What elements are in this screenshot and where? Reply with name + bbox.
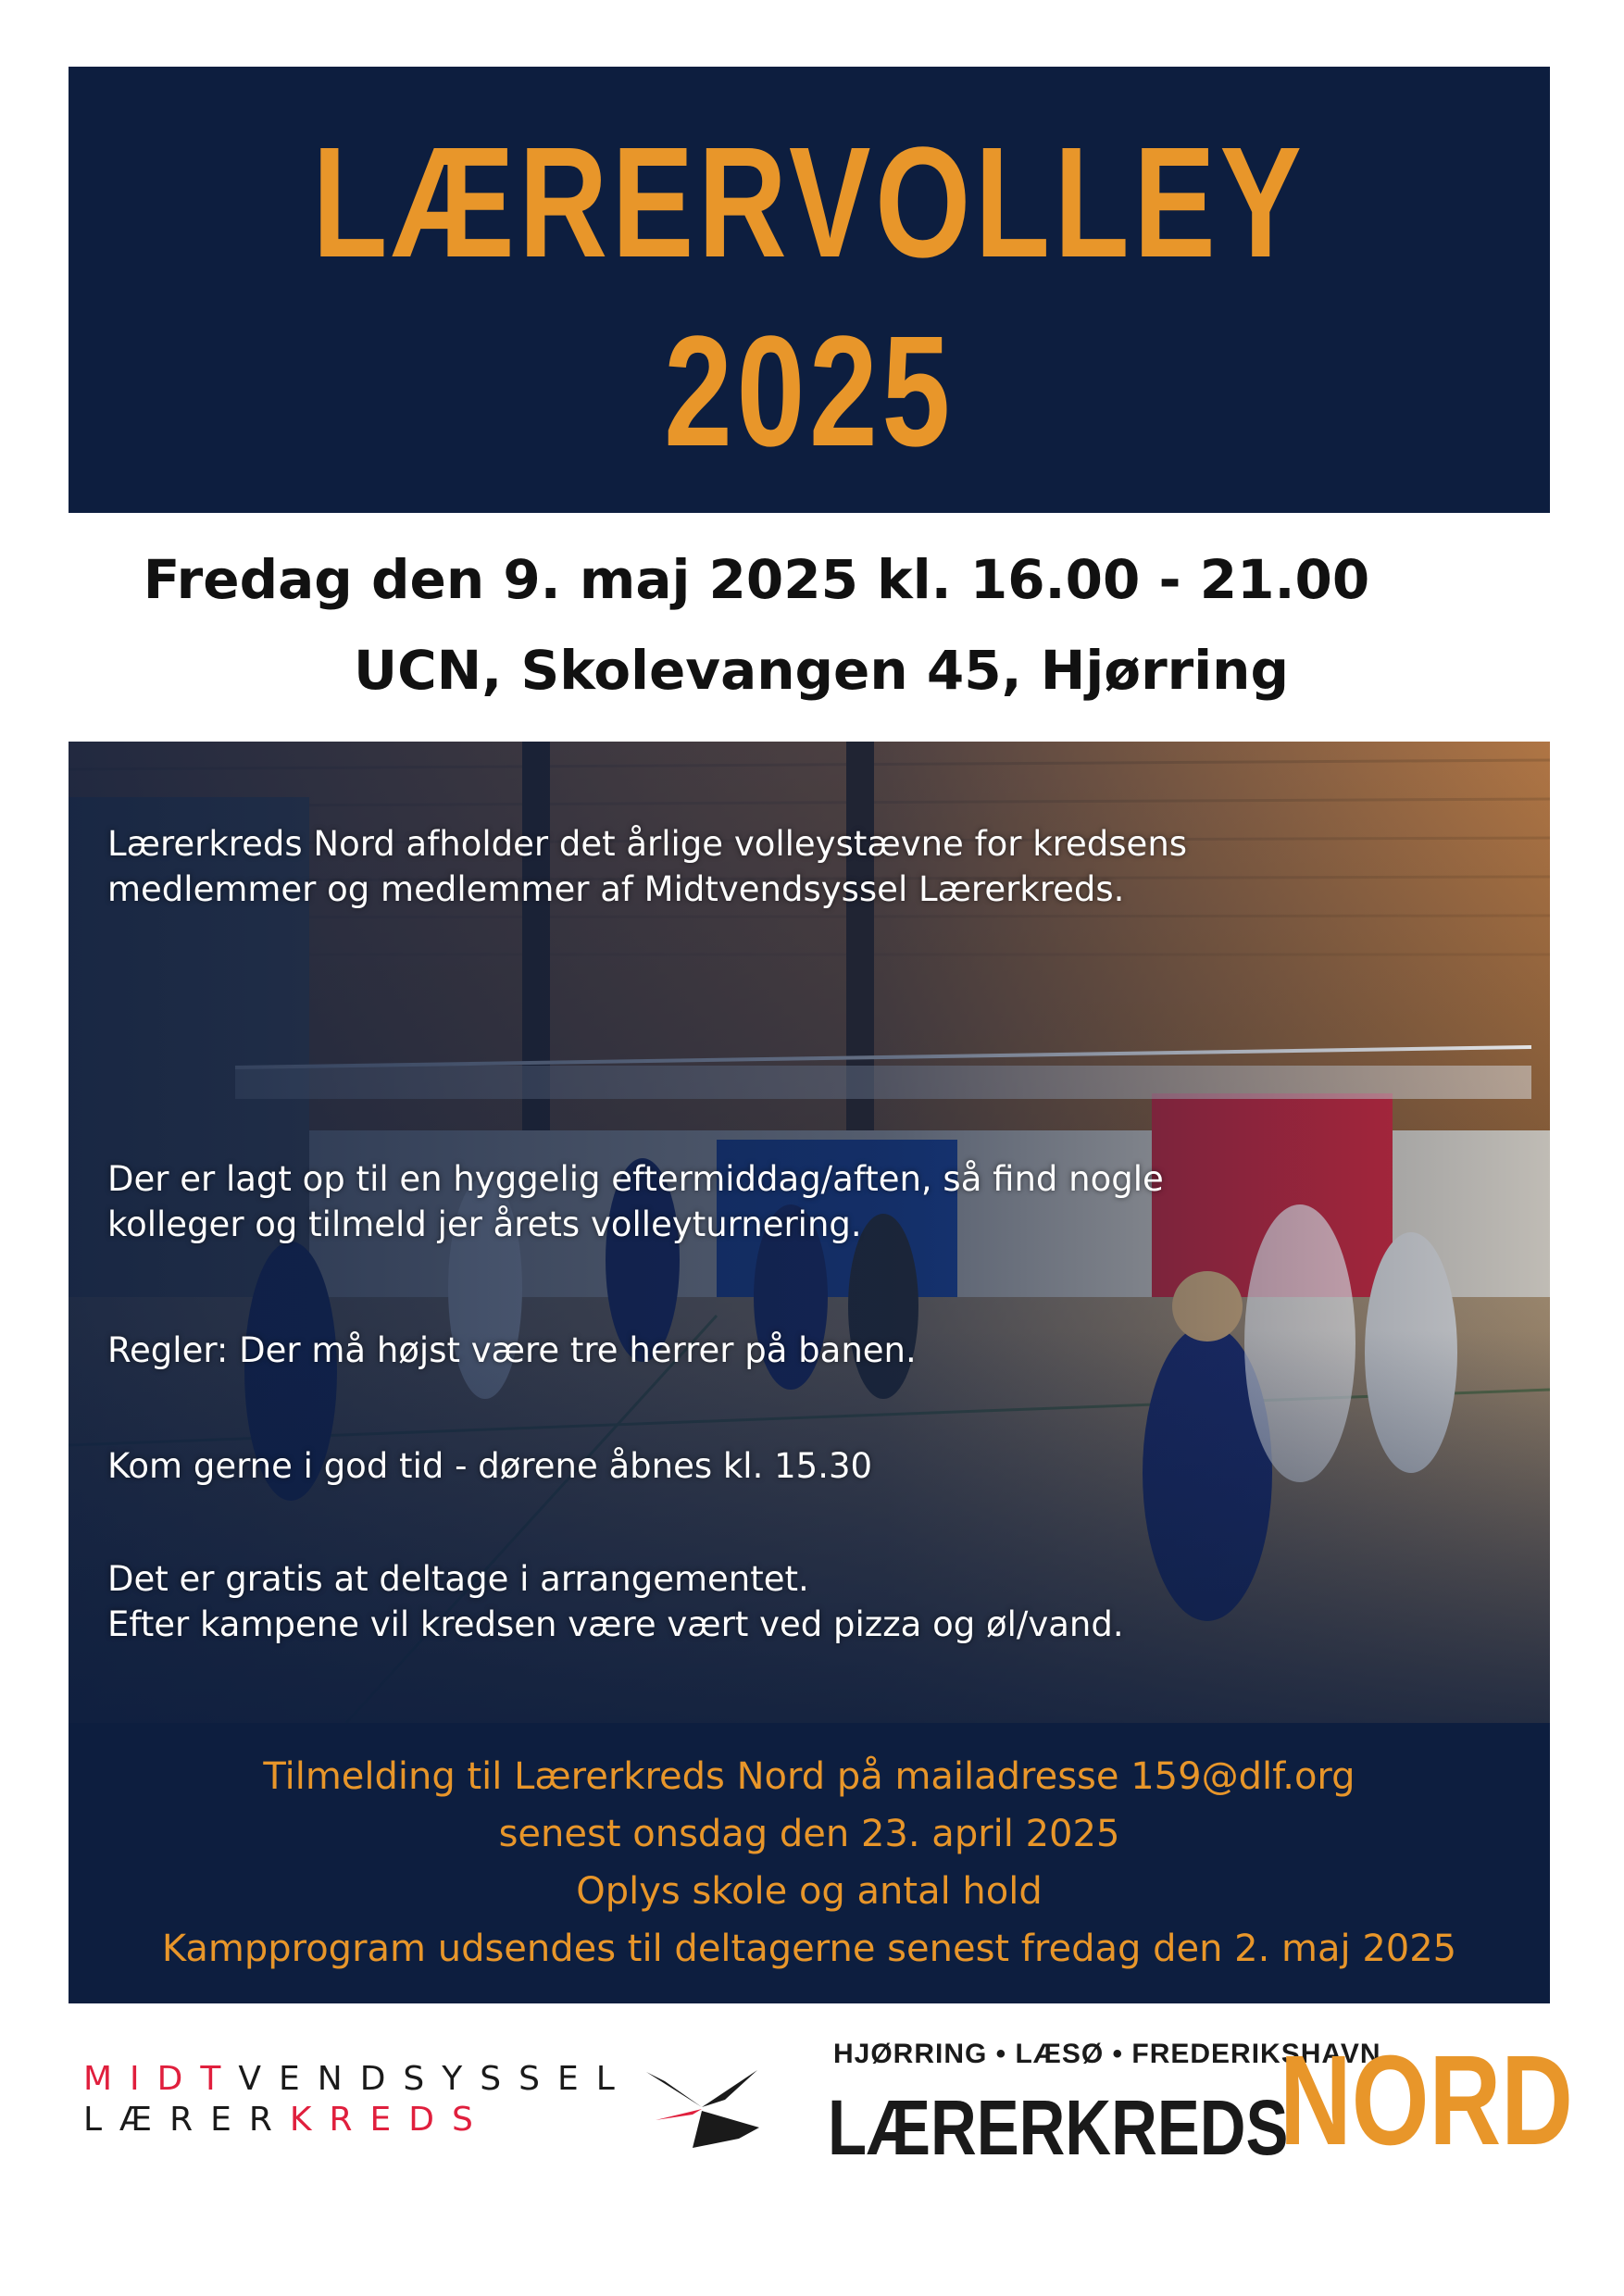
event-title: LÆRERVOLLEY — [312, 115, 1306, 291]
logo-nord: NORD — [1280, 2029, 1573, 2172]
price-line-1: Det er gratis at deltage i arrangementet. — [107, 1559, 809, 1599]
logo-laererkreds: LÆRERKREDS — [828, 2084, 1289, 2171]
registration-banner — [69, 1723, 1550, 2003]
title-banner — [69, 67, 1550, 513]
logo-midt: MIDT — [83, 2060, 239, 2098]
logo-towns: HJØRRING • LÆSØ • FREDERIKSHAVN — [833, 2039, 1381, 2069]
registration-email-line: Tilmelding til Lærerkreds Nord på mailadresse 159@dlf.org — [263, 1755, 1355, 1798]
logo-row-1 — [83, 2060, 632, 2098]
invitation-line-2: kolleger og tilmeld jer årets volleyturnering. — [107, 1204, 862, 1244]
intro-line-2: medlemmer og medlemmer af Midtvendsyssel Lærerkreds. — [107, 869, 1125, 909]
rules-paragraph: Regler: Der må højst være tre herrer på banen. — [107, 1330, 917, 1370]
event-date: Fredag den 9. maj 2025 kl. 16.00 - 21.00 — [143, 548, 1370, 611]
bird-emblem-icon — [637, 2063, 767, 2155]
intro-paragraph — [107, 821, 1187, 912]
logo-row-2 — [83, 2103, 491, 2137]
laererkreds-nord-logo — [828, 2029, 1573, 2176]
intro-line-1: Lærerkreds Nord afholder det årlige volleystævne for kredsens — [107, 824, 1188, 864]
arrival-paragraph: Kom gerne i god tid - dørene åbnes kl. 15.30 — [107, 1446, 873, 1486]
logo-laerer: LÆRER — [83, 2101, 290, 2139]
price-paragraph — [107, 1556, 1124, 1647]
logo-kreds: KREDS — [289, 2101, 491, 2139]
invitation-paragraph — [107, 1156, 1164, 1247]
registration-info: Oplys skole og antal hold — [576, 1870, 1043, 1913]
registration-deadline: senest onsdag den 23. april 2025 — [498, 1813, 1120, 1855]
event-year: 2025 — [664, 304, 955, 480]
volleyball-photo — [69, 742, 1550, 1723]
midtvendsyssel-logo — [83, 2060, 768, 2155]
schedule-notice: Kampprogram udsendes til deltagerne senest fredag den 2. maj 2025 — [161, 1928, 1457, 1970]
event-location: UCN, Skolevangen 45, Hjørring — [354, 639, 1289, 702]
logo-vendsyssel: VENDSYSSEL — [238, 2060, 632, 2098]
price-line-2: Efter kampene vil kredsen være vært ved pizza og øl/vand. — [107, 1604, 1124, 1644]
invitation-line-1: Der er lagt op til en hyggelig eftermiddag/aften, så find nogle — [107, 1159, 1164, 1199]
